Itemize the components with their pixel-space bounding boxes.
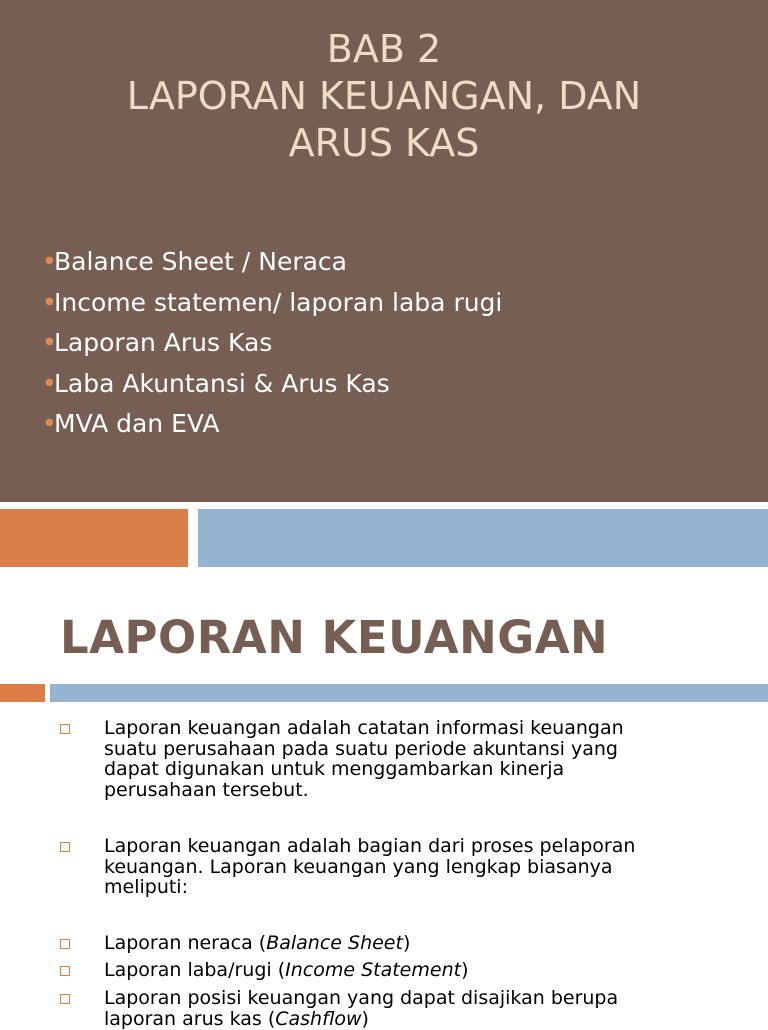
square-bullet-icon bbox=[60, 966, 70, 976]
bullet-item bbox=[45, 364, 502, 405]
bullet-dot-icon: ● bbox=[45, 417, 54, 428]
bullet-text: Laporan Arus Kas bbox=[54, 328, 273, 357]
bullet-dot-icon: ● bbox=[45, 376, 54, 388]
square-bullet-icon bbox=[60, 842, 70, 852]
slide-1 bbox=[0, 0, 768, 502]
bullet-text: Income statemen/ laporan laba rugi bbox=[54, 287, 503, 317]
bullet-item bbox=[45, 323, 502, 364]
list-item-text: Laporan keuangan adalah bagian dari proses pelaporan keuangan. Laporan keuangan yang lengkap biasanya meliputi: bbox=[104, 835, 636, 898]
list-item-text: Laporan neraca (Balance Sheet) bbox=[104, 932, 411, 954]
slide-1-title bbox=[0, 26, 768, 167]
square-bullet-icon bbox=[60, 994, 70, 1004]
square-bullet-icon bbox=[60, 724, 70, 734]
blue-divider-band bbox=[50, 684, 768, 702]
bullet-text: MVA dan EVA bbox=[54, 409, 220, 438]
title-line-1: BAB 2 bbox=[326, 27, 442, 71]
title-line-3: ARUS KAS bbox=[288, 121, 480, 165]
bullet-dot-icon: ● bbox=[45, 336, 54, 347]
title-line-2: LAPORAN KEUANGAN, DAN bbox=[126, 74, 642, 118]
blue-accent-band bbox=[198, 509, 768, 567]
bullet-dot-icon: ● bbox=[45, 295, 54, 307]
list-item-text: Laporan posisi keuangan yang dapat disajikan berupa laporan arus kas (Cashflow) bbox=[104, 987, 619, 1030]
bullet-item bbox=[45, 283, 502, 324]
bullet-dot-icon: ● bbox=[45, 255, 54, 266]
slide-1-bullet-list bbox=[45, 242, 502, 445]
bullet-item bbox=[45, 404, 502, 445]
orange-accent-band bbox=[0, 509, 188, 567]
bullet-text: Laba Akuntansi & Arus Kas bbox=[54, 368, 390, 398]
bullet-item bbox=[45, 242, 502, 283]
slide-2-title: LAPORAN KEUANGAN bbox=[60, 611, 609, 664]
orange-divider-band bbox=[0, 684, 45, 702]
list-item-text: Laporan laba/rugi (Income Statement) bbox=[104, 959, 469, 981]
list-item-text: Laporan keuangan adalah catatan informasi keuangan suatu perusahaan pada suatu periode akuntansi yang dapat digunakan untuk menggambarkan kinerja perusahaan tersebut. bbox=[104, 717, 624, 801]
square-bullet-icon bbox=[60, 939, 70, 949]
bullet-text: Balance Sheet / Neraca bbox=[54, 247, 347, 276]
